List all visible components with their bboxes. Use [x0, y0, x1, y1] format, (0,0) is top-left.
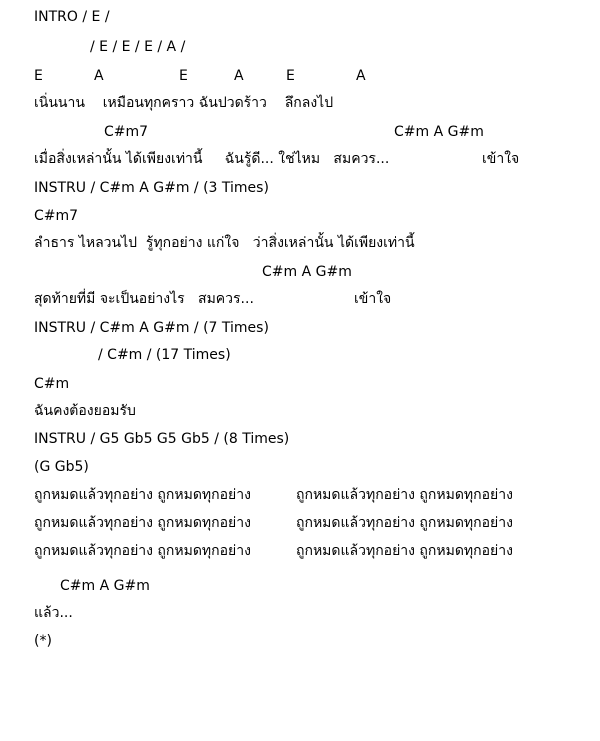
lyric-line-3: ลำธาร ไหลวนไป รู้ทุกอย่าง แก่ใจ ว่าสิ่งเหล่านั้น ได้เพียงเท่านี้ [34, 235, 415, 251]
repeat-line-3 [34, 542, 574, 560]
chord-line-5: C#m [34, 376, 70, 392]
instru-line-3: / C#m / (17 Times) [98, 347, 231, 363]
chord-line-4: C#m A G#m [262, 264, 352, 280]
chord: E [286, 68, 295, 84]
lyric-segment: ถูกหมดแล้วทุกอย่าง ถูกหมดทุกอย่าง [296, 543, 513, 559]
lyric-line-4 [34, 290, 574, 308]
lyric-segment: ถูกหมดแล้วทุกอย่าง ถูกหมดทุกอย่าง [296, 487, 513, 503]
lyric-segment: ถูกหมดแล้วทุกอย่าง ถูกหมดทุกอย่าง [34, 543, 251, 559]
chord: E [179, 68, 188, 84]
instru-line-2: INSTRU / C#m A G#m / (7 Times) [34, 320, 269, 336]
chord-line-1 [34, 67, 574, 85]
chord: A [356, 68, 366, 84]
chord: E [34, 68, 43, 84]
chord: A [94, 68, 104, 84]
chord-line-6: (G Gb5) [34, 459, 89, 475]
intro-line: INTRO / E / [34, 9, 110, 25]
lyric-segment: ถูกหมดแล้วทุกอย่าง ถูกหมดทุกอย่าง [296, 515, 513, 531]
lyric-segment: เข้าใจ [354, 291, 392, 307]
lyric-segment: สุดท้ายที่มี จะเป็นอย่างไร สมควร... [34, 291, 254, 307]
chord-line-7: C#m A G#m [60, 578, 150, 594]
chord-line-3: C#m7 [34, 208, 79, 224]
repeat-marker: (*) [34, 633, 52, 649]
repeat-line-1 [34, 486, 574, 504]
chord: C#m A G#m [394, 124, 484, 140]
lyric-line-1: เนิ่นนาน เหมือนทุกคราว ฉันปวดร้าว ลึกลงไป [34, 95, 334, 111]
instru-line-1: INSTRU / C#m A G#m / (3 Times) [34, 180, 269, 196]
chord: A [234, 68, 244, 84]
instru-line-4: INSTRU / G5 Gb5 G5 Gb5 / (8 Times) [34, 431, 290, 447]
lyric-segment: ถูกหมดแล้วทุกอย่าง ถูกหมดทุกอย่าง [34, 487, 251, 503]
lyric-line-2 [34, 150, 574, 168]
lyric-line-7: แล้ว... [34, 605, 73, 621]
lyric-segment: ถูกหมดแล้วทุกอย่าง ถูกหมดทุกอย่าง [34, 515, 251, 531]
lyric-segment: เมื่อสิ่งเหล่านั้น ได้เพียงเท่านี้ ฉันรู้ดี... ใช่ไหม สมควร... [34, 151, 390, 167]
lyric-line-5: ฉันคงต้องยอมรับ [34, 403, 136, 419]
lyric-segment: เข้าใจ [482, 151, 520, 167]
repeat-line-2 [34, 514, 574, 532]
chord-line-2 [34, 123, 574, 141]
chord: C#m7 [104, 124, 149, 140]
intro-chords-line: / E / E / E / A / [90, 39, 186, 55]
